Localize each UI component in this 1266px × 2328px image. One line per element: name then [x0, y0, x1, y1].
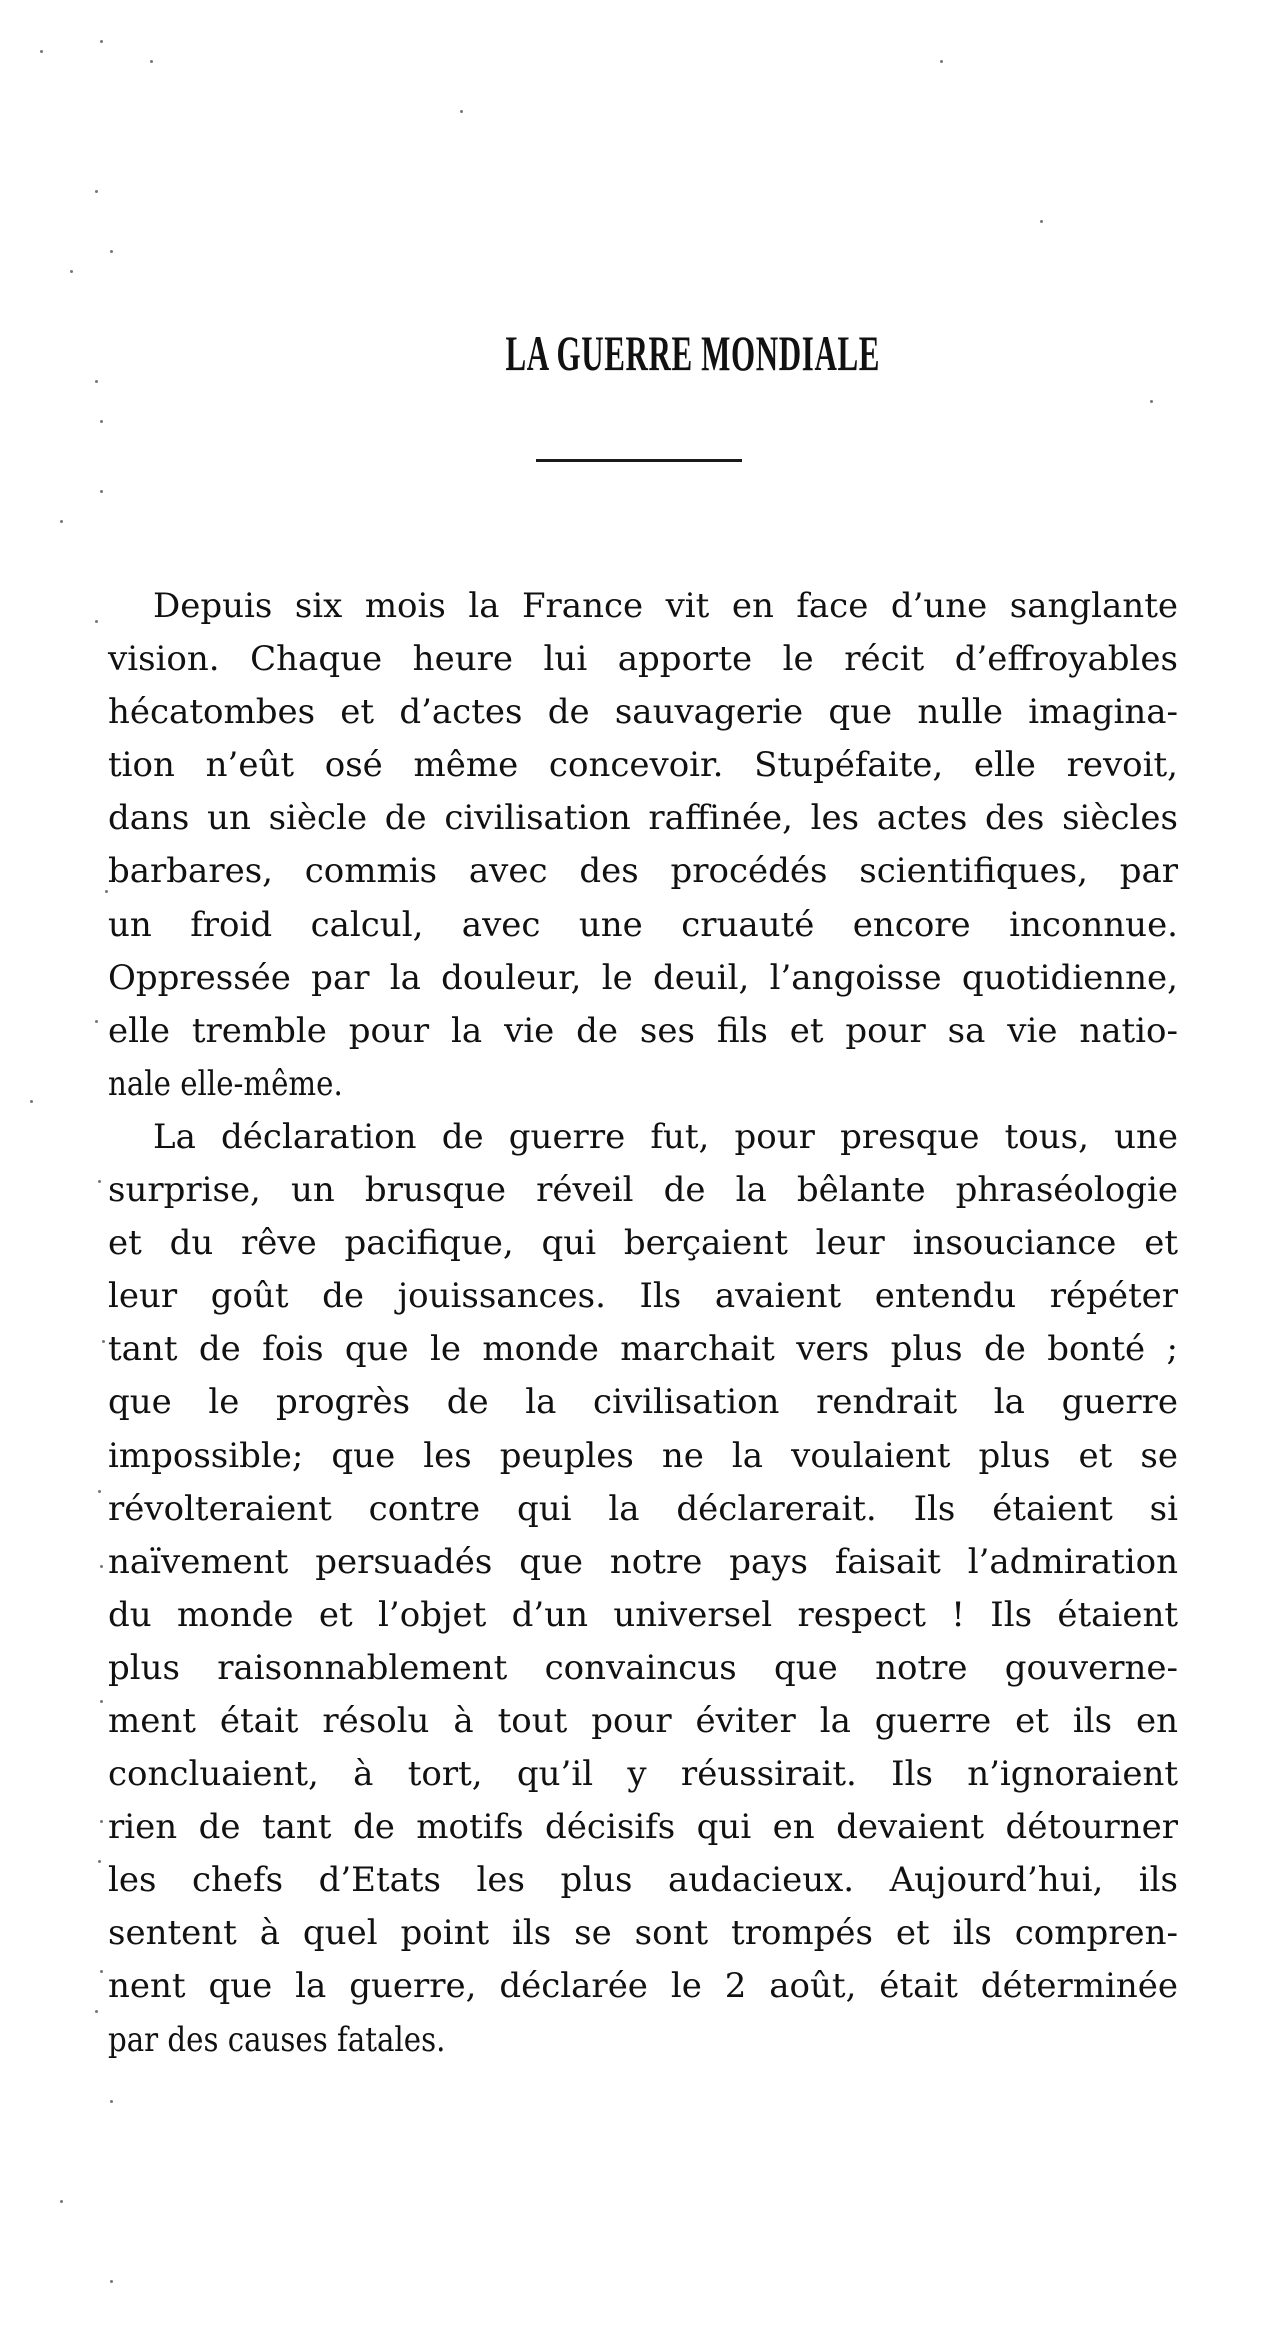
- scan-speck: [98, 1180, 101, 1183]
- text-line: sentent à quel point ils se sont trompés et ils compren-: [108, 1913, 1178, 1954]
- text-line: ment était résolu à tout pour éviter la guerre et ils en: [108, 1700, 1178, 1741]
- text-line: du monde et l’objet d’un universel respect ! Ils étaient: [108, 1594, 1178, 1635]
- text-line: rien de tant de motifs décisifs qui en devaient détourner: [108, 1807, 1178, 1848]
- scan-speck: [95, 2010, 98, 2013]
- scan-speck: [60, 520, 63, 523]
- text-line: que le progrès de la civilisation rendrait la guerre: [108, 1382, 1178, 1423]
- text-line: révolteraient contre qui la déclarerait. Ils étaient si: [108, 1488, 1178, 1529]
- text-line: plus raisonnablement convaincus que notre gouverne-: [108, 1647, 1178, 1688]
- scan-speck: [95, 620, 98, 623]
- text-line: nale elle-même.: [108, 1063, 343, 1104]
- scan-speck: [100, 490, 103, 493]
- scan-speck: [100, 1970, 103, 1973]
- scan-speck: [95, 190, 98, 193]
- scan-speck: [940, 60, 943, 63]
- scan-speck: [100, 420, 103, 423]
- scan-speck: [95, 1020, 98, 1023]
- text-line: vision. Chaque heure lui apporte le récit d’effroyables: [108, 639, 1178, 680]
- text-line: nent que la guerre, déclarée le 2 août, était déterminée: [108, 1966, 1178, 2007]
- scan-speck: [40, 50, 43, 53]
- scan-speck: [100, 40, 103, 43]
- scan-speck: [98, 1860, 101, 1863]
- scan-speck: [100, 1700, 103, 1703]
- scan-speck: [110, 250, 113, 253]
- text-line: dans un siècle de civilisation raffinée, les actes des siècles: [108, 798, 1178, 839]
- paragraph: [108, 580, 1178, 1111]
- scan-speck: [105, 890, 108, 893]
- title-separator-rule: [536, 459, 742, 462]
- scan-speck: [1150, 400, 1153, 403]
- text-line: La déclaration de guerre fut, pour presque tous, une: [153, 1116, 1178, 1157]
- scan-speck: [102, 1340, 105, 1343]
- text-line: les chefs d’Etats les plus audacieux. Aujourd’hui, ils: [108, 1860, 1178, 1901]
- text-line: tant de fois que le monde marchait vers plus de bonté ;: [108, 1329, 1178, 1370]
- scan-speck: [100, 1820, 103, 1823]
- scan-speck: [70, 270, 73, 273]
- scan-speck: [98, 1490, 101, 1493]
- text-line: et du rêve pacifique, qui berçaient leur insouciance et: [108, 1223, 1178, 1264]
- text-line: naïvement persuadés que notre pays faisait l’admiration: [108, 1541, 1178, 1582]
- body-text: [108, 580, 1178, 2067]
- scan-speck: [110, 2280, 113, 2283]
- scan-speck: [95, 380, 98, 383]
- text-line: hécatombes et d’actes de sauvagerie que nulle imagina-: [108, 692, 1178, 733]
- text-line: Oppressée par la douleur, le deuil, l’angoisse quotidienne,: [108, 957, 1178, 998]
- text-line: par des causes fatales.: [108, 2019, 446, 2060]
- text-line: leur goût de jouissances. Ils avaient entendu répéter: [108, 1276, 1178, 1317]
- scan-speck: [110, 2100, 113, 2103]
- scan-speck: [30, 1100, 33, 1103]
- scan-speck: [60, 2200, 63, 2203]
- scan-speck: [460, 110, 463, 113]
- text-line: concluaient, à tort, qu’il y réussirait. Ils n’ignoraient: [108, 1754, 1178, 1795]
- text-line: un froid calcul, avec une cruauté encore inconnue.: [108, 904, 1178, 945]
- text-line: Depuis six mois la France vit en face d’une sanglante: [153, 586, 1178, 626]
- text-line: barbares, commis avec des procédés scientifiques, par: [108, 851, 1178, 892]
- scan-speck: [100, 1565, 103, 1568]
- chapter-title: LA GUERRE MONDIALE: [505, 325, 881, 381]
- scan-speck: [150, 60, 153, 63]
- text-line: impossible; que les peuples ne la voulaient plus et se: [108, 1435, 1178, 1476]
- text-line: tion n’eût osé même concevoir. Stupéfaite, elle revoit,: [108, 745, 1178, 786]
- text-line: elle tremble pour la vie de ses fils et pour sa vie natio-: [108, 1010, 1178, 1051]
- paragraph: [108, 1111, 1178, 2067]
- text-line: surprise, un brusque réveil de la bêlante phraséologie: [108, 1170, 1178, 1211]
- scan-speck: [1040, 220, 1043, 223]
